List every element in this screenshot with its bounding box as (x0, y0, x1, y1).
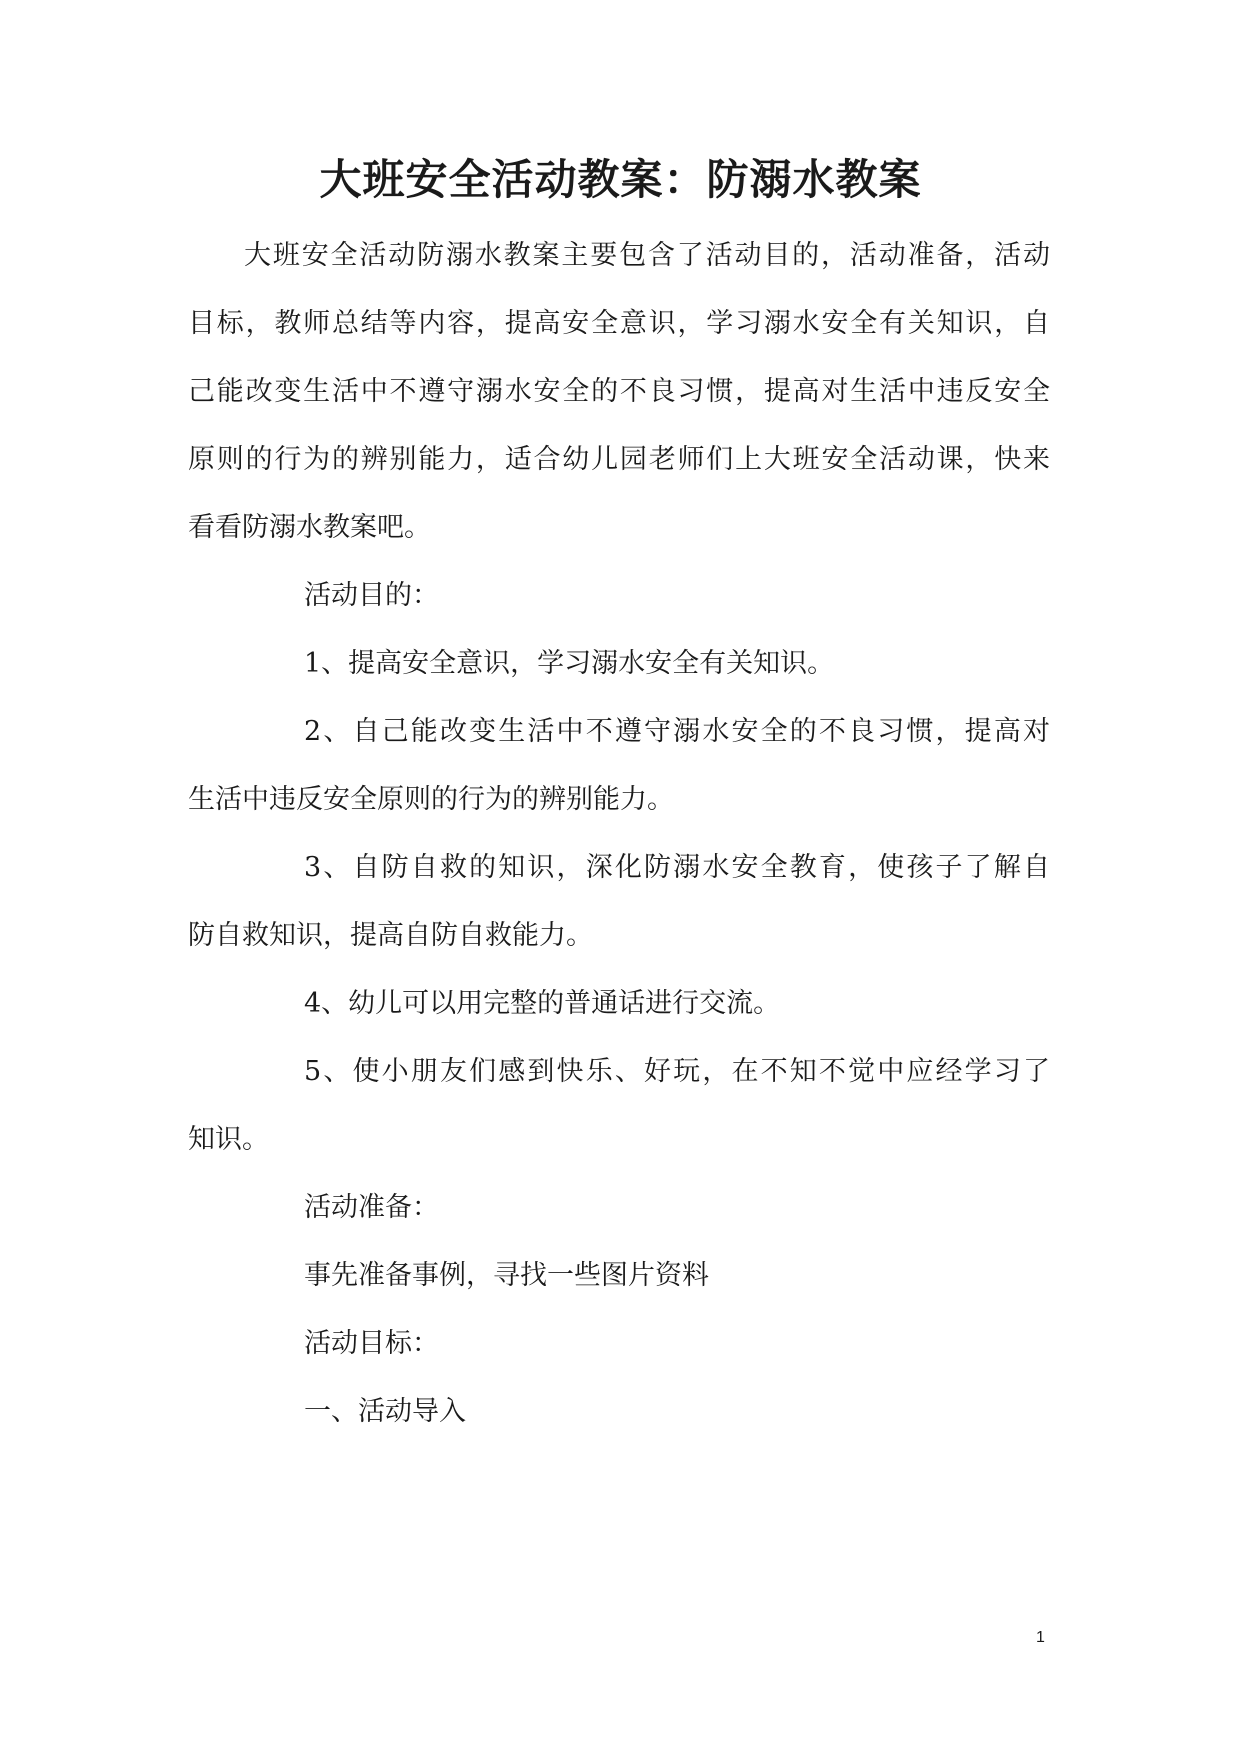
intro-line-3: 己能改变生活中不遵守溺水安全的不良习惯，提高对生活中违反安全 (188, 376, 1050, 407)
intro-line-5: 看看防溺水教案吧。 (188, 512, 431, 543)
section-one-heading: 一、活动导入 (304, 1396, 466, 1427)
purpose-item-2-line-2: 生活中违反安全原则的行为的辨别能力。 (188, 784, 674, 815)
purpose-item-5-line-2: 知识。 (188, 1124, 269, 1155)
intro-line-2: 目标，教师总结等内容，提高安全意识，学习溺水安全有关知识，自 (188, 308, 1050, 339)
purpose-item-3-line-2: 防自救知识，提高自防自救能力。 (188, 920, 593, 951)
purpose-item-2-line-1: 2、自己能改变生活中不遵守溺水安全的不良习惯，提高对 (304, 716, 1050, 747)
intro-line-1: 大班安全活动防溺水教案主要包含了活动目的，活动准备，活动 (244, 240, 1050, 271)
goal-heading: 活动目标： (304, 1328, 439, 1359)
prep-heading: 活动准备： (304, 1192, 439, 1223)
purpose-item-1: 1、提高安全意识，学习溺水安全有关知识。 (304, 648, 835, 679)
prep-text: 事先准备事例，寻找一些图片资料 (304, 1260, 709, 1291)
document-title: 大班安全活动教案：防溺水教案 (319, 155, 922, 204)
purpose-item-4: 4、幼儿可以用完整的普通话进行交流。 (304, 988, 781, 1019)
intro-line-4: 原则的行为的辨别能力，适合幼儿园老师们上大班安全活动课，快来 (188, 444, 1050, 475)
page-number: 1 (1036, 1629, 1045, 1646)
purpose-item-3-line-1: 3、自防自救的知识，深化防溺水安全教育，使孩子了解自 (304, 852, 1050, 883)
purpose-item-5-line-1: 5、使小朋友们感到快乐、好玩，在不知不觉中应经学习了 (304, 1056, 1050, 1087)
purpose-heading: 活动目的： (304, 580, 439, 611)
